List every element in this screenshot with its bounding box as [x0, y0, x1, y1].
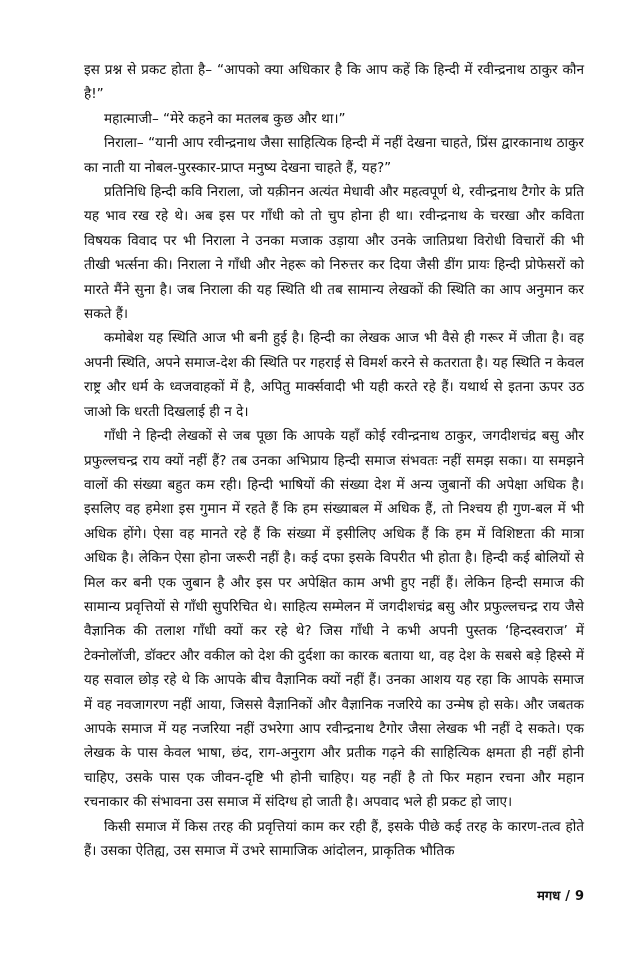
page-footer: [537, 886, 584, 904]
paragraph-gandhi-question: गाँधी ने हिन्दी लेखकों से जब पूछा कि आपके यहाँ कोई रवीन्द्रनाथ ठाकुर, जगदीशचंद्र बसु और प्रफुल्लचन्द्र राय क्यों नहीं हैं? तब उनका अभिप्राय हिन्दी समाज संभवतः नहीं समझ सका। या समझने वालों की संख्या बहुत कम रही। हिन्दी भाषियों की संख्या देश में अन्य जुबानों की अपेक्षा अधिक है। इसलिए वह हमेशा इस गुमान में रहते हैं कि हम संख्याबल में अधिक हैं, तो निश्चय ही गुण-बल में भी अधिक होंगे। ऐसा वह मानते रहे हैं कि संख्या में इसीलिए अधिक हैं कि हम में विशिष्टता की मात्रा अधिक है। लेकिन ऐसा होना जरूरी नहीं है। कई दफा इसके विपरीत भी होता है। हिन्दी कई बोलियों से मिल कर बनी एक जुबान है और इस पर अपेक्षित काम अभी हुए नहीं हैं। लेकिन हिन्दी समाज की सामान्य प्रवृत्तियों से गाँधी सुपरिचित थे। साहित्य सम्मेलन में जगदीशचंद्र बसु और प्रफुल्लचन्द्र राय जैसे वैज्ञानिक की तलाश गाँधी क्यों कर रहे थे? जिस गाँधी ने कभी अपनी पुस्तक ‘हिन्दस्वराज’ में टेक्नोलॉजी, डॉक्टर और वकील को देश की दुर्दशा का कारक बताया था, वह देश के सबसे बड़े हिस्से में यह सवाल छोड़ रहे थे कि आपके बीच वैज्ञानिक क्यों नहीं हैं। उनका आशय यह रहा कि आपके समाज में वह नवजागरण नहीं आया, जिससे वैज्ञानिकों और वैज्ञानिक नजरिये का उन्मेष हो सके। और जबतक आपके समाज में यह नजरिया नहीं उभरेगा आप रवीन्द्रनाथ टैगोर जैसा लेखक भी नहीं दे सकते। एक लेखक के पास केवल भाषा, छंद, राग-अनुराग और प्रतीक गढ़ने की साहित्यिक क्षमता ही नहीं होनी चाहिए, उसके पास एक जीवन-दृष्टि भी होनी चाहिए। यह नहीं है तो फिर महान रचना और महान रचनाकार की संभावना उस समाज में संदिग्ध हो जाती है। अपवाद भले ही प्रकट हो जाए।: [84, 428, 584, 811]
paragraph-social-tendencies: किसी समाज में किस तरह की प्रवृत्तियां काम कर रही हैं, इसके पीछे कई तरह के कारण-तत्व होते हैं। उसका ऐतिह्य, उस समाज में उभरे सामाजिक आंदोलन, प्राकृतिक भौतिक: [84, 818, 584, 859]
page-number: 9: [574, 889, 584, 904]
paragraph-question-continuation: इस प्रश्न से प्रकट होता है– “आपको क्या अधिकार है कि आप कहें कि हिन्दी में रवीन्द्रनाथ ठाकुर कौन है!”: [84, 62, 584, 103]
footer-separator: /: [565, 889, 570, 904]
paragraph-mahatmaji-dialogue: महात्माजी– “मेरे कहने का मतलब कुछ और था।”: [104, 110, 346, 127]
paragraph-nirala-dialogue: निराला– “यानी आप रवीन्द्रनाथ जैसा साहित्यिक हिन्दी में नहीं देखना चाहते, प्रिंस द्वारकानाथ ठाकुर का नाती या नोबल-पुरस्कार-प्राप्त मनुष्य देखना चाहते हैं, यह?”: [84, 135, 584, 176]
paragraph-present-situation: कमोबेश यह स्थिति आज भी बनी हुई है। हिन्दी का लेखक आज भी वैसे ही गरूर में जीता है। वह अपनी स्थिति, अपने समाज-देश की स्थिति पर गहराई से विमर्श करने से कतराता है। यह स्थिति न केवल राष्ट्र और धर्म के ध्वजवाहकों में है, अपितु मार्क्सवादी भी यही करते रहे हैं। यथार्थ से इतना ऊपर उठ जाओ कि धरती दिखलाई ही न दे।: [84, 330, 584, 420]
paragraph-nirala-attitude: प्रतिनिधि हिन्दी कवि निराला, जो यक़ीनन अत्यंत मेधावी और महत्वपूर्ण थे, रवीन्द्रनाथ टैगोर के प्रति यह भाव रख रहे थे। अब इस पर गाँधी को तो चुप होना ही था। रवीन्द्रनाथ के चरखा और कविता विषयक विवाद पर भी निराला ने उनका मजाक उड़ाया और उनके जातिप्रथा विरोधी विचारों की भी तीखी भर्त्सना की। निराला ने गाँधी और नेहरू को निरुत्तर कर दिया जैसी डींग प्रायः हिन्दी प्रोफेसरों को मारते मैंने सुना है। जब निराला की यह स्थिति थी तब सामान्य लेखकों की स्थिति का आप अनुमान कर सकते हैं।: [84, 184, 584, 323]
magazine-name: मगध: [537, 889, 561, 904]
body-text: [84, 58, 584, 863]
